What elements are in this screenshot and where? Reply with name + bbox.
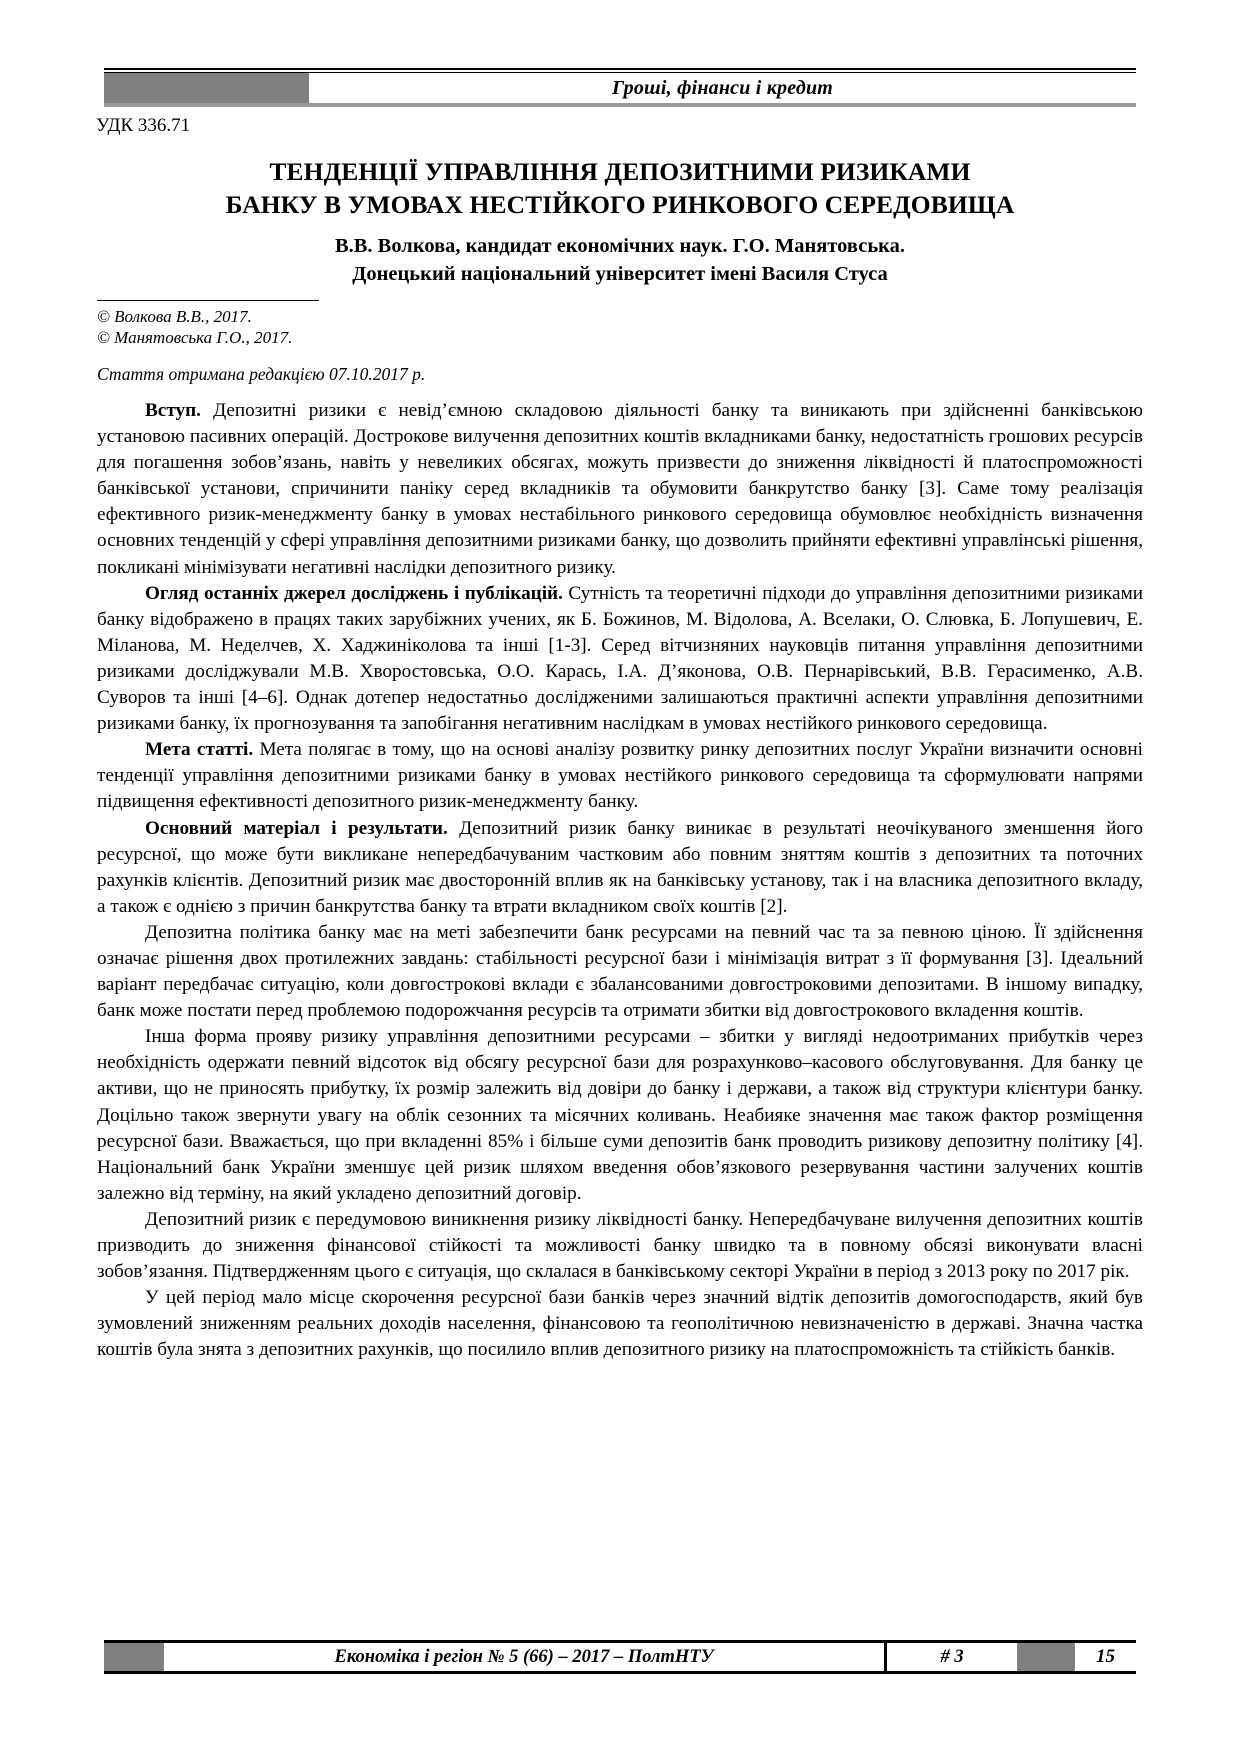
section-label-aim: Мета статті.	[145, 739, 254, 761]
running-head-body	[104, 73, 1136, 103]
paragraph-intro	[97, 398, 1143, 581]
paragraph-aim	[97, 737, 1143, 815]
paragraph-main-text: Депозитний ризик банку виникає в результаті неочікуваного зменшення його ресурсної, що може бути викликане непередбачуваним частковим або повним зняттям коштів з депозитних та поточних рахунків клієнтів. Депозитний ризик має двосторонній вплив як на банківську установу, так і на власника депозитного вкладу, а також є однією з причин банкрутства банку та втрати вкладником своїх коштів [2].	[97, 817, 1143, 917]
page-title	[104, 155, 1136, 221]
paragraph-main	[97, 816, 1143, 920]
paragraph-period-2013-2017: У цей період мало місце скорочення ресурсної бази банків через значний відтік депозитів домогосподарств, який був зумовлений зниженням реальних доходів населення, фінансовою та геополітичною невизначеністю в державі. Значна частка коштів була знята з депозитних рахунків, що посилило вплив депозитного ризику на платоспроможність та стійкість банків.	[97, 1287, 1143, 1361]
section-label-intro: Вступ.	[145, 400, 201, 421]
footer-journal-title: Економіка і регіон № 5 (66) – 2017 – ПолтНТУ	[334, 1647, 714, 1667]
paragraph-other-risk-form: Інша форма прояву ризику управління депозитними ресурсами – збитки у вигляді недоотриманих прибутків через необхідність одержати певний відсоток від обсягу ресурсної бази для розрахунково–касового обслуговування. Для банку це активи, що не приносять прибутку, їх розмір залежить від довіри до банку і держави, а також від структури клієнтури банку. Доцільно також звернути увагу на облік сезонних та місячних коливань. Неабияке значення має також фактор розміщення ресурсної бази. Вважається, що при вкладенні 85% і більше суми депозитів банк проводить ризикову депозитну політику [4]. Національний банк України зменшує цей ризик шляхом введення обов’язкового резервування частини залучених коштів залежно від терміну, на який укладено депозитний договір.	[97, 1026, 1143, 1204]
running-head-rule-bottom	[104, 103, 1136, 107]
copyright-divider	[97, 300, 319, 301]
footer-page-number: 15	[1096, 1646, 1115, 1667]
paragraph-aim-text: Мета полягає в тому, що на основі аналізу розвитку ринку депозитних послуг України визначити основні тенденції управління депозитними ризиками банку в умовах нестійкого ринкового середовища та сформулювати напрями підвищення ефективності депозитного ризик-менеджменту банку.	[97, 739, 1143, 813]
paragraph-deposit-policy: Депозитна політика банку має на меті забезпечити банк ресурсами на певний час та за певною ціною. Її здійснення означає рішення двох протилежних завдань: стабільності ресурсної бази і мінімізація витрат з її формування [3]. Ідеальний варіант передбачає ситуацію, коли довгострокові вклади є збалансованими довгостроковими депозитами. В іншому випадку, банк може постати перед проблемою подорожчання ресурсів та отримати збитки від довгострокового вкладення коштів.	[97, 921, 1143, 1022]
authors-block	[104, 232, 1136, 288]
paragraph-liquidity-risk: Депозитний ризик є передумовою виникнення ризику ліквідності банку. Непередбачуване вилучення депозитних коштів призводить до зниження фінансової стійкості та можливості банку швидко та в повному обсязі виконувати власні зобов’язання. Підтвердженням цього є ситуація, що склалася в банківському секторі України в період з 2013 року по 2017 рік.	[97, 1208, 1143, 1283]
page-title-line-1: ТЕНДЕНЦІЇ УПРАВЛІННЯ ДЕПОЗИТНИМИ РИЗИКАМИ	[269, 157, 971, 186]
copyright-line-2: © Манятовська Г.О., 2017.	[97, 328, 293, 347]
running-head	[104, 68, 1136, 107]
paragraph-intro-text: Депозитні ризики є невід’ємною складовою діяльності банку та виникають при здійсненні банківською установою пасивних операцій. Дострокове вилучення депозитних коштів вкладниками банку, недостатність грошових ресурсів для погашення зобов’язань, навіть у невеликих обсягах, можуть призвести до зниження ліквідності й платоспроможності банківської установи, спричинити паніку серед вкладників та обумовити банкрутство банку [3]. Саме тому реалізація ефективного ризик-менеджменту банку в умовах нестабільного ринкового середовища обумовлює необхідність визначення основних тенденцій у сфері управління депозитними ризиками банку, що дозволить прийняти ефективні управлінські рішення, покликані мінімізувати негативні наслідки депозитного ризику.	[97, 400, 1143, 578]
paragraph-review-text: Сутність та теоретичні підходи до управління депозитними ризиками банку відображено в працях таких зарубіжних учених, як Б. Божинов, М. Відолова, А. Вселаки, О. Слювка, Б. Лопушевич, Е. Міланова, М. Неделчев, Х. Хаджиніколова та інші [1-3]. Серед вітчизняних науковців питання управління депозитними ризиками досліджували М.В. Хворостовська, О.О. Карась, І.А. Д’яконова, О.В. Пернарівський, В.В. Герасименко, А.В. Суворов та інші [4–6]. Однак дотепер недостатньо дослідженими залишаються практичні аспекти управління депозитними ризиками банку, їх прогнозування та запобігання негативним наслідкам в умовах нестійкого ринкового середовища.	[97, 582, 1143, 735]
article-body	[97, 398, 1143, 1363]
section-label-review: Огляд останніх джерел досліджень і публікацій.	[145, 582, 563, 604]
received-date: Стаття отримана редакцією 07.10.2017 р.	[97, 364, 426, 384]
authors-affiliation: Донецький національний університет імені Василя Стуса	[352, 263, 888, 285]
paragraph-review	[97, 581, 1143, 738]
section-label-main: Основний матеріал і результати.	[145, 817, 448, 839]
page-footer	[104, 1640, 1136, 1674]
udc-code: УДК 336.71	[96, 115, 191, 136]
footer-rule-bottom	[104, 1671, 1136, 1674]
authors-names: В.В. Волкова, кандидат економічних наук. Г.О. Манятовська.	[334, 235, 906, 257]
footer-body	[104, 1643, 1136, 1671]
running-head-title: Гроші, фінанси і кредит	[611, 77, 834, 99]
page-title-line-2: БАНКУ В УМОВАХ НЕСТІЙКОГО РИНКОВОГО СЕРЕДОВИЩА	[225, 190, 1015, 219]
running-head-gray-block	[104, 73, 309, 103]
footer-gray-block-right	[1017, 1643, 1075, 1671]
running-head-rule-top	[104, 68, 1136, 70]
copyright-line-1: © Волкова В.В., 2017.	[97, 307, 252, 326]
footer-gray-block-left	[104, 1643, 164, 1671]
copyright-block	[97, 300, 597, 348]
footer-issue-number: # 3	[940, 1647, 964, 1667]
